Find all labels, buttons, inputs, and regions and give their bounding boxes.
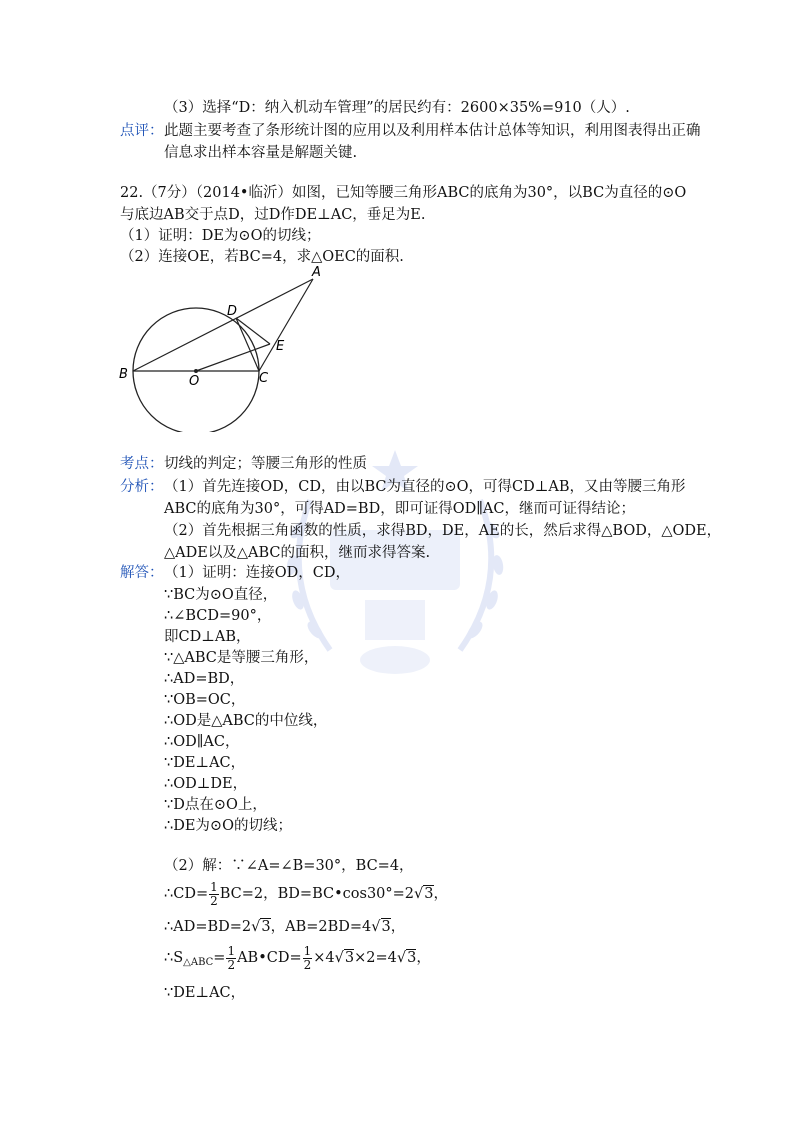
fraction-half: $\frac{1}{2}$ — [303, 943, 312, 972]
problem-line-4: （2）连接OE，若BC=4，求△OEC的面积. — [120, 249, 404, 265]
comment-label: 点评： — [120, 123, 164, 139]
proof-step-12: ∵D点在⊙O上， — [164, 797, 267, 813]
comment-text-2: 信息求出样本容量是解题关键. — [164, 145, 358, 161]
fenxi-line-1: （1）首先连接OD，CD，由以BC为直径的⊙O，可得CD⊥AB，又由等腰三角形 — [164, 479, 686, 495]
kaodian-text: 切线的判定；等腰三角形的性质 — [164, 456, 367, 472]
proof-step-5: ∵△ABC是等腰三角形， — [164, 650, 319, 666]
proof-step-9: ∴OD∥AC， — [164, 734, 240, 750]
solution-step-1: （2）解：∵∠A=∠B=30°，BC=4， — [164, 858, 414, 874]
center-point — [194, 369, 198, 373]
proof-step-2: ∵BC为⊙O直径， — [164, 587, 278, 603]
fraction-half: $\frac{1}{2}$ — [227, 943, 236, 972]
fenxi-line-3: （2）首先根据三角函数的性质，求得BD，DE，AE的长，然后求得△BOD，△ODE， — [164, 523, 722, 539]
comment-text-1: 此题主要考查了条形统计图的应用以及利用样本估计总体等知识，利用图表得出正确 — [164, 123, 701, 139]
proof-step-13: ∴DE为⊙O的切线； — [164, 818, 292, 834]
label-o: O — [189, 374, 200, 389]
solution-step-5: ∵DE⊥AC， — [164, 985, 246, 1001]
prev-answer-part3: （3）选择“D：纳入机动车管理”的居民约有：2600×35%=910（人）. — [164, 100, 630, 116]
proof-step-8: ∴OD是△ABC的中位线， — [164, 713, 328, 729]
proof-step-4: 即CD⊥AB， — [164, 629, 251, 645]
segment-cd — [236, 318, 259, 371]
fraction-half: $\frac{1}{2}$ — [210, 879, 218, 908]
proof-step-3: ∴∠BCD=90°， — [164, 608, 272, 624]
problem-line-1: 22.（7分）（2014•临沂）如图，已知等腰三角形ABC的底角为30°，以BC为直径的⊙O — [120, 185, 687, 201]
proof-step-10: ∵DE⊥AC， — [164, 755, 246, 771]
label-c: C — [259, 371, 269, 386]
proof-step-7: ∵OB=OC， — [164, 692, 246, 708]
label-d: D — [227, 304, 238, 319]
label-a: A — [312, 265, 321, 280]
fenxi-line-2: ABC的底角为30°，可得AD=BD，即可证得OD∥AC，继而可证得结论； — [164, 501, 635, 517]
fenxi-label: 分析： — [120, 479, 164, 495]
problem-line-3: （1）证明：DE为⊙O的切线； — [120, 228, 321, 244]
solution-step-4: $\therefore S_{\triangle ABC}=$ $\frac{1}{2}$ AB•CD= $\frac{1}{2}$ ×4√3×2=4√3， — [164, 943, 431, 972]
geometry-figure — [110, 262, 330, 432]
solution-step-2: ∴CD= $\frac{1}{2}$ BC=2，BD=BC•cos30°=2√3， — [164, 879, 448, 908]
solution-step-3: ∴AD=BD=2√3，AB=2BD=4√3， — [164, 919, 406, 935]
fenxi-line-4: △ADE以及△ABC的面积，继而求得答案. — [164, 545, 431, 561]
label-e: E — [276, 339, 285, 354]
proof-step-1: （1）证明：连接OD，CD， — [164, 565, 350, 581]
kaodian-label: 考点： — [120, 456, 164, 472]
proof-step-6: ∴AD=BD， — [164, 671, 245, 687]
proof-step-11: ∴OD⊥DE， — [164, 776, 248, 792]
jieda-label: 解答： — [120, 565, 164, 581]
problem-line-2: 与底边AB交于点D，过D作DE⊥AC，垂足为E. — [120, 207, 426, 223]
label-b: B — [119, 367, 128, 382]
